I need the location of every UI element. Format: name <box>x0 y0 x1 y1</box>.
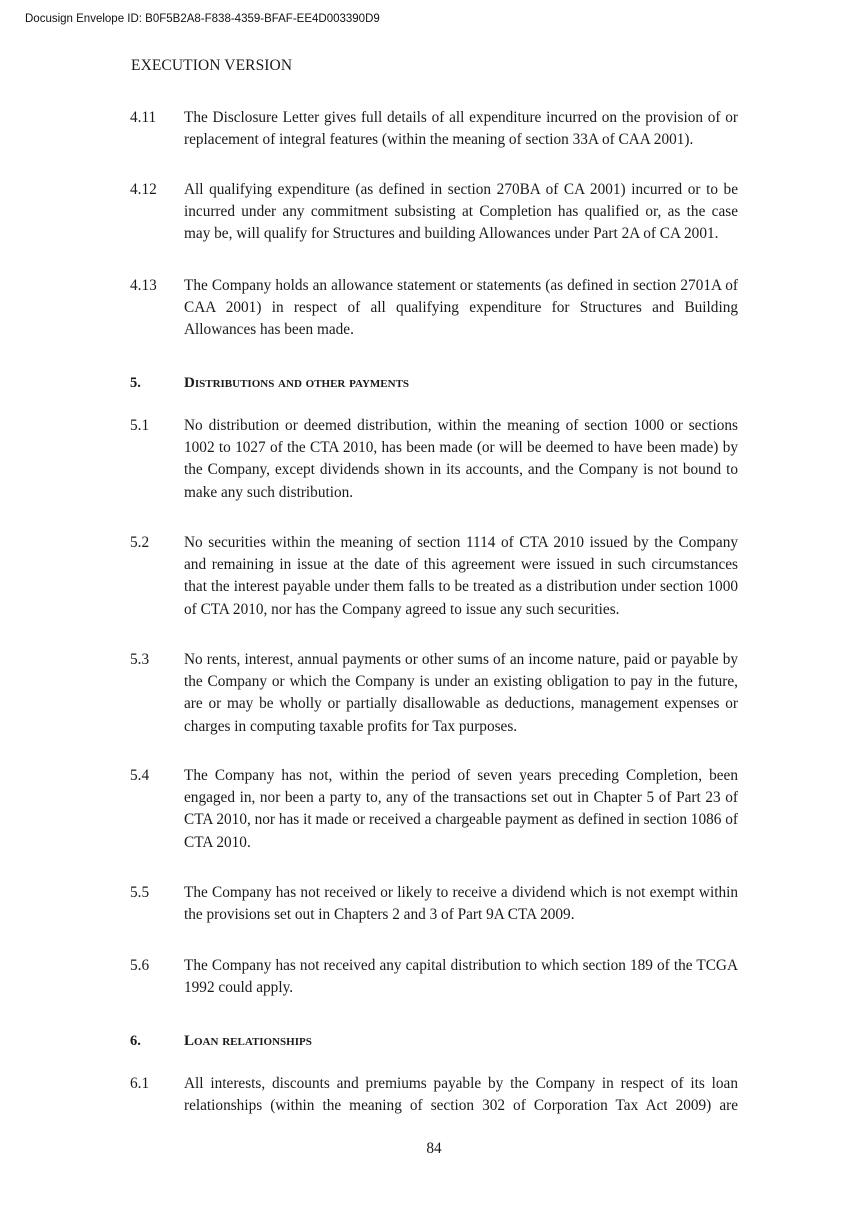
clause-5-5 <box>130 882 738 926</box>
clause-text: The Company holds an allowance statement or statements (as defined in section 2701A of CAA 2001) in respect of all qualifying expenditure for Structures and Building Allowances has been made. <box>184 277 738 339</box>
clause-number: 4.12 <box>130 181 157 198</box>
execution-version-header: EXECUTION VERSION <box>131 57 293 74</box>
section-title: Loan relationships <box>184 1033 312 1049</box>
clause-number: 5.4 <box>130 767 150 784</box>
clause-5-1 <box>130 415 738 504</box>
clause-4-13 <box>130 275 738 342</box>
clause-text: The Company has not received any capital distribution to which section 189 of the TCGA 1992 could apply. <box>184 957 738 997</box>
clause-5-6 <box>130 955 738 999</box>
clause-4-11 <box>130 107 738 151</box>
clause-number: 6.1 <box>130 1075 150 1092</box>
clause-number: 5.5 <box>130 884 150 901</box>
clause-text: The Company has not received or likely to receive a dividend which is not exempt within the provisions set out in Chapters 2 and 3 of Part 9A CTA 2009. <box>184 884 738 924</box>
clause-6-1 <box>130 1073 738 1117</box>
clause-text: All interests, discounts and premiums payable by the Company in respect of its loan relationships (within the meaning of section 302 of Corporation Tax Act 2009) are <box>184 1075 738 1115</box>
clause-text: No rents, interest, annual payments or other sums of an income nature, paid or payable by the Company or which the Company is under an existing obligation to pay in the future, are or may be wholly or partially disallowable as deductions, management expenses or charges in computing taxable profits for Tax purposes. <box>184 651 738 735</box>
section-number: 5. <box>130 375 141 391</box>
page-number: 84 <box>426 1140 442 1157</box>
clause-number: 4.13 <box>130 277 157 294</box>
clause-5-3 <box>130 649 738 738</box>
section-6-heading <box>130 1033 312 1050</box>
clause-text: The Disclosure Letter gives full details of all expenditure incurred on the provision of or replacement of integral features (within the meaning of section 33A of CAA 2001). <box>184 109 738 149</box>
clause-5-4 <box>130 765 738 854</box>
clause-number: 5.3 <box>130 651 150 668</box>
clause-number: 5.1 <box>130 417 150 434</box>
clause-number: 4.11 <box>130 109 157 126</box>
section-title: Distributions and other payments <box>184 375 410 391</box>
clause-text: No securities within the meaning of section 1114 of CTA 2010 issued by the Company and remaining in issue at the date of this agreement were issued in such circumstances that the interest payable under them falls to be treated as a distribution under section 1000 of CTA 2010, nor has the Company agreed to issue any such securities. <box>184 534 738 618</box>
section-5-heading <box>130 375 409 392</box>
clause-number: 5.2 <box>130 534 150 551</box>
clause-5-2 <box>130 532 738 621</box>
clause-text: No distribution or deemed distribution, within the meaning of section 1000 or sections 1002 to 1027 of the CTA 2010, has been made (or will be deemed to have been made) by the Company, except dividends shown in its accounts, and the Company is not bound to make any such distribution. <box>184 417 738 501</box>
clause-text: The Company has not, within the period of seven years preceding Completion, been engaged in, nor been a party to, any of the transactions set out in Chapter 5 of Part 23 of CTA 2010, nor has it made or received a chargeable payment as defined in section 1086 of CTA 2010. <box>184 767 738 851</box>
clause-text: All qualifying expenditure (as defined in section 270BA of CA 2001) incurred or to be incurred under any commitment subsisting at Completion has qualified or, as the case may be, will qualify for Structures and building Allowances under Part 2A of CA 2001. <box>184 181 738 243</box>
envelope-id: Docusign Envelope ID: B0F5B2A8-F838-4359-BFAF-EE4D003390D9 <box>25 13 380 25</box>
clause-4-12 <box>130 179 738 246</box>
section-number: 6. <box>130 1033 141 1049</box>
clause-number: 5.6 <box>130 957 150 974</box>
